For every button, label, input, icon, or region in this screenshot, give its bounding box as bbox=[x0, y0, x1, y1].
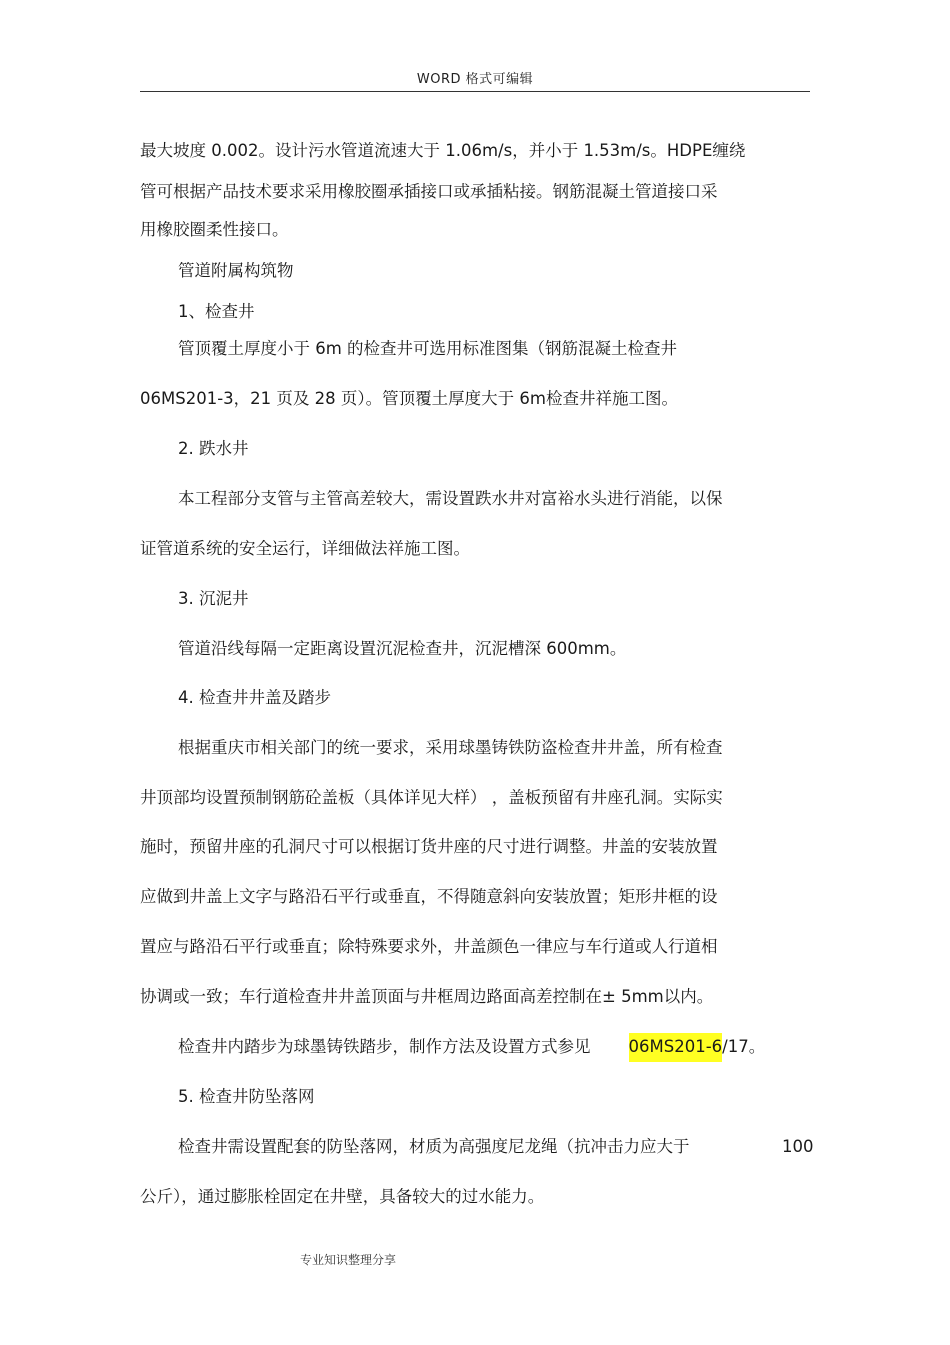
subsection-heading: 1、检查井 bbox=[178, 302, 255, 321]
subsection-heading: 5. 检查井防坠落网 bbox=[178, 1087, 315, 1106]
paragraph-text: 检查井内踏步为球墨铸铁踏步，制作方法及设置方式参见 bbox=[178, 1037, 591, 1056]
subsection-heading: 4. 检查井井盖及踏步 bbox=[178, 688, 331, 707]
paragraph-line: 根据重庆市相关部门的统一要求，采用球墨铸铁防盗检查井井盖，所有检查 bbox=[178, 738, 723, 757]
header-divider bbox=[140, 91, 810, 92]
section-heading: 管道附属构筑物 bbox=[178, 261, 294, 280]
paragraph-line: 应做到井盖上文字与路沿石平行或垂直，不得随意斜向安装放置；矩形井框的设 bbox=[140, 887, 718, 906]
subsection-heading: 3. 沉泥井 bbox=[178, 589, 249, 608]
page-footer: 专业知识整理分享 bbox=[300, 1253, 397, 1267]
page-header: WORD 格式可编辑 bbox=[416, 72, 534, 87]
paragraph-line: 06MS201-3，21 页及 28 页）。管顶覆土厚度大于 6m检查井祥施工图。 bbox=[140, 389, 678, 408]
paragraph-line: 管道沿线每隔一定距离设置沉泥检查井，沉泥槽深 600mm。 bbox=[178, 639, 627, 658]
paragraph-line: 最大坡度 0.002。设计污水管道流速大于 1.06m/s，并小于 1.53m/s。HDPE缠绕 bbox=[140, 141, 746, 160]
paragraph-line: 管顶覆土厚度小于 6m 的检查井可选用标准图集（钢筋混凝土检查井 bbox=[178, 339, 678, 358]
paragraph-line: 公斤），通过膨胀栓固定在井壁，具备较大的过水能力。 bbox=[140, 1187, 545, 1206]
paragraph-text: /17。 bbox=[722, 1037, 766, 1056]
subsection-heading: 2. 跌水井 bbox=[178, 439, 249, 458]
paragraph-number: 100 bbox=[782, 1137, 814, 1156]
paragraph-line: 管可根据产品技术要求采用橡胶圈承插接口或承插粘接。钢筋混凝土管道接口采 bbox=[140, 182, 718, 201]
paragraph-line: 井顶部均设置预制钢筋砼盖板（具体详见大样） ，盖板预留有井座孔洞。实际实 bbox=[140, 788, 723, 807]
paragraph-line: 施时，预留井座的孔洞尺寸可以根据订货井座的尺寸进行调整。井盖的安装放置 bbox=[140, 837, 718, 856]
paragraph-line: 置应与路沿石平行或垂直；除特殊要求外，井盖颜色一律应与车行道或人行道相 bbox=[140, 937, 718, 956]
paragraph-line: 本工程部分支管与主管高差较大，需设置跌水井对富裕水头进行消能，以保 bbox=[178, 489, 723, 508]
paragraph-line bbox=[178, 1036, 765, 1058]
paragraph-line: 用橡胶圈柔性接口。 bbox=[140, 220, 289, 239]
paragraph-line: 证管道系统的安全运行，详细做法祥施工图。 bbox=[140, 539, 470, 558]
highlighted-reference: 06MS201-6 bbox=[629, 1033, 723, 1062]
paragraph-line: 协调或一致；车行道检查井井盖顶面与井框周边路面高差控制在± 5mm以内。 bbox=[140, 987, 714, 1006]
paragraph-line: 检查井需设置配套的防坠落网，材质为高强度尼龙绳（抗冲击力应大于 bbox=[178, 1137, 690, 1156]
